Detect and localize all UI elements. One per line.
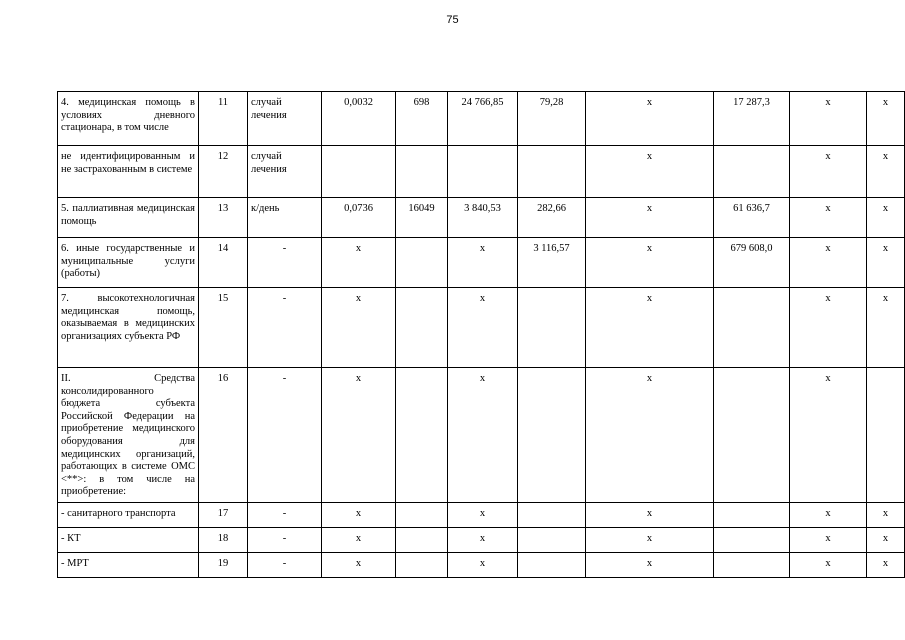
value-cell: х: [586, 502, 714, 527]
row-number-cell: 14: [199, 238, 248, 288]
row-number-cell: 18: [199, 527, 248, 552]
value-cell: [396, 527, 448, 552]
value-cell: 282,66: [518, 198, 586, 238]
table-row: [58, 502, 905, 527]
value-cell: х: [448, 288, 518, 368]
row-name-cell: II. Средства консолидированного бюджета субъекта Российской Федерации на приобретение медицинского оборудования для медицинских организаций, работающих в системе ОМС <**>: в том числе на приобретение:: [58, 368, 199, 503]
value-cell: х: [867, 238, 905, 288]
value-cell: 3 116,57: [518, 238, 586, 288]
value-cell: [396, 502, 448, 527]
value-cell: 24 766,85: [448, 92, 518, 146]
value-cell: х: [790, 552, 867, 577]
row-name-cell: 7. высокотехнологичная медицинская помощь, оказываемая в медицинских организациях субъекта РФ: [58, 288, 199, 368]
unit-cell: -: [248, 552, 322, 577]
value-cell: х: [586, 552, 714, 577]
value-cell: 3 840,53: [448, 198, 518, 238]
page-number: 75: [446, 14, 459, 26]
value-cell: х: [322, 527, 396, 552]
value-cell: х: [448, 238, 518, 288]
value-cell: х: [586, 146, 714, 198]
value-cell: 698: [396, 92, 448, 146]
table-row: [58, 288, 905, 368]
value-cell: х: [322, 238, 396, 288]
value-cell: 16049: [396, 198, 448, 238]
value-cell: х: [322, 288, 396, 368]
row-number-cell: 16: [199, 368, 248, 503]
value-cell: х: [586, 288, 714, 368]
value-cell: 679 608,0: [714, 238, 790, 288]
row-name-cell: 6. иные государственные и муниципальные услуги (работы): [58, 238, 199, 288]
value-cell: х: [448, 368, 518, 503]
value-cell: [518, 368, 586, 503]
row-number-cell: 19: [199, 552, 248, 577]
row-name-cell: - МРТ: [58, 552, 199, 577]
unit-cell: -: [248, 502, 322, 527]
table-row: [58, 527, 905, 552]
row-name-cell: 4. медицинская помощь в условиях дневного стационара, в том числе: [58, 92, 199, 146]
value-cell: х: [867, 288, 905, 368]
value-cell: [714, 527, 790, 552]
value-cell: [518, 552, 586, 577]
value-cell: х: [586, 238, 714, 288]
value-cell: [396, 288, 448, 368]
value-cell: 0,0736: [322, 198, 396, 238]
unit-cell: случай лечения: [248, 146, 322, 198]
value-cell: х: [790, 502, 867, 527]
table-row: [58, 198, 905, 238]
value-cell: [448, 146, 518, 198]
value-cell: х: [790, 92, 867, 146]
value-cell: х: [867, 527, 905, 552]
value-cell: [714, 502, 790, 527]
value-cell: 79,28: [518, 92, 586, 146]
unit-cell: -: [248, 527, 322, 552]
value-cell: 61 636,7: [714, 198, 790, 238]
value-cell: х: [448, 552, 518, 577]
value-cell: [714, 146, 790, 198]
value-cell: х: [586, 368, 714, 503]
unit-cell: -: [248, 288, 322, 368]
value-cell: х: [448, 502, 518, 527]
value-cell: х: [322, 502, 396, 527]
value-cell: 17 287,3: [714, 92, 790, 146]
value-cell: [396, 146, 448, 198]
value-cell: х: [790, 198, 867, 238]
row-number-cell: 17: [199, 502, 248, 527]
unit-cell: -: [248, 368, 322, 503]
value-cell: х: [790, 527, 867, 552]
value-cell: х: [586, 198, 714, 238]
value-cell: [396, 238, 448, 288]
unit-cell: случай лечения: [248, 92, 322, 146]
value-cell: 0,0032: [322, 92, 396, 146]
table-row: [58, 92, 905, 146]
value-cell: [714, 288, 790, 368]
value-cell: х: [790, 238, 867, 288]
row-number-cell: 11: [199, 92, 248, 146]
value-cell: х: [867, 552, 905, 577]
table-row: [58, 146, 905, 198]
value-cell: [518, 288, 586, 368]
row-number-cell: 15: [199, 288, 248, 368]
value-cell: х: [586, 527, 714, 552]
row-number-cell: 13: [199, 198, 248, 238]
table-row: [58, 368, 905, 503]
value-cell: [518, 502, 586, 527]
unit-cell: -: [248, 238, 322, 288]
row-number-cell: 12: [199, 146, 248, 198]
value-cell: х: [790, 368, 867, 503]
value-cell: [396, 368, 448, 503]
data-table: [57, 91, 905, 578]
value-cell: х: [322, 552, 396, 577]
value-cell: [322, 146, 396, 198]
value-cell: [714, 552, 790, 577]
value-cell: х: [867, 198, 905, 238]
value-cell: х: [867, 146, 905, 198]
table-row: [58, 238, 905, 288]
unit-cell: к/день: [248, 198, 322, 238]
row-name-cell: 5. паллиативная медицинская помощь: [58, 198, 199, 238]
value-cell: х: [448, 527, 518, 552]
row-name-cell: - санитарного транспорта: [58, 502, 199, 527]
value-cell: х: [867, 502, 905, 527]
value-cell: х: [790, 288, 867, 368]
row-name-cell: не идентифицированным и не застрахованным в системе: [58, 146, 199, 198]
value-cell: х: [586, 92, 714, 146]
value-cell: [396, 552, 448, 577]
value-cell: [518, 527, 586, 552]
value-cell: х: [790, 146, 867, 198]
value-cell: х: [867, 92, 905, 146]
row-name-cell: - КТ: [58, 527, 199, 552]
table-row: [58, 552, 905, 577]
value-cell: [867, 368, 905, 503]
value-cell: [518, 146, 586, 198]
value-cell: [714, 368, 790, 503]
value-cell: х: [322, 368, 396, 503]
